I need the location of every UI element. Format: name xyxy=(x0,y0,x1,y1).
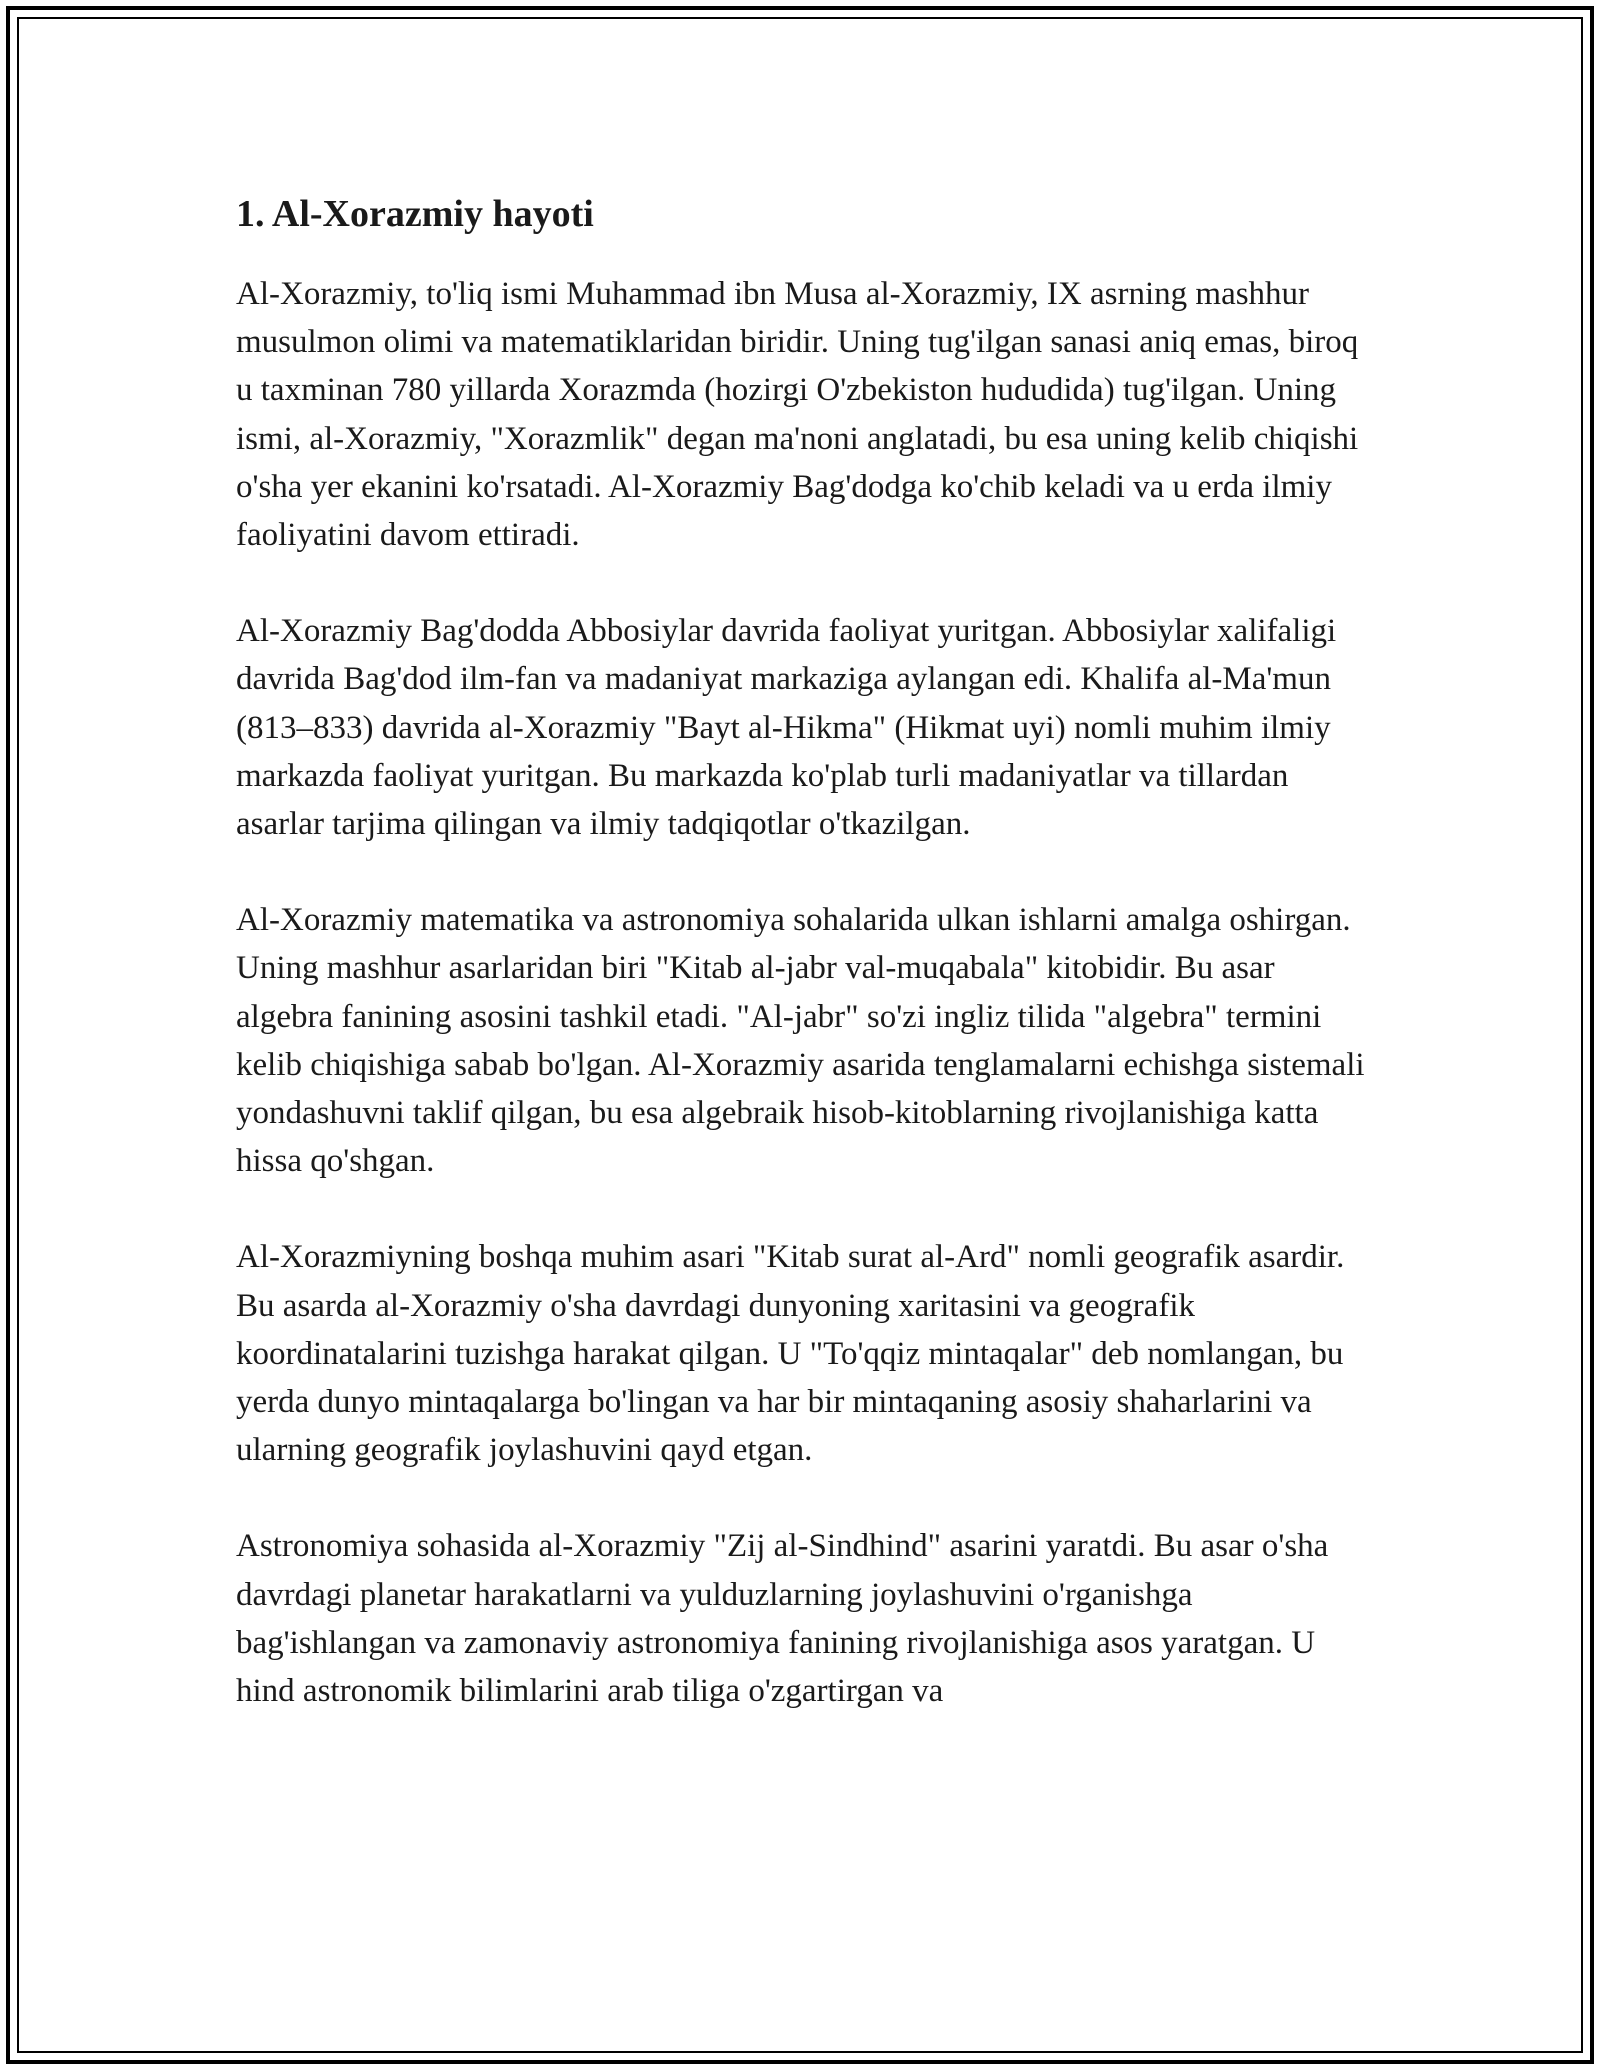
paragraph-astronomy: Astronomiya sohasida al-Xorazmiy "Zij al-Sindhind" asarini yaratdi. Bu asar o'sha davrdagi planetar harakatlarni va yulduzlarning joylashuvini o'rganishga bag'ishlangan va zamonaviy astronomiya fanining rivojlanishiga asos yaratgan. U hind astronomik bilimlarini arab tiliga o'zgartirgan va xyxy=(236,1528,1329,1710)
document-body xyxy=(236,186,1376,1715)
paragraph-baghdad-activity: Al-Xorazmiy Bag'dodda Abbosiylar davrida faoliyat yuritgan. Abbosiylar xalifaligi davrida Bag'dod ilm-fan va madaniyat markaziga aylangan edi. Khalifa al-Ma'mun (813–833) davrida al-Xorazmiy "Bayt al-Hikma" (Hikmat uyi) nomli muhim ilmiy markazda faoliyat yuritgan. Bu markazda ko'plab turli madaniyatlar va tillardan asarlar tarjima qilingan va ilmiy tadqiqotlar o'tkazilgan. xyxy=(236,613,1337,843)
paragraph-life-origin: Al-Xorazmiy, to'liq ismi Muhammad ibn Musa al-Xorazmiy, IX asrning mashhur musulmon olimi va matematiklaridan biridir. Uning tug'ilgan sanasi aniq emas, biroq u taxminan 780 yillarda Xorazmda (hozirgi O'zbekiston hududida) tug'ilgan. Uning ismi, al-Xorazmiy, "Xorazmlik" degan ma'noni anglatadi, bu esa uning kelib chiqishi o'sha yer ekanini ko'rsatadi. Al-Xorazmiy Bag'dodga ko'chib keladi va u erda ilmiy faoliyatini davom ettiradi. xyxy=(236,276,1359,554)
paragraph-geography: Al-Xorazmiyning boshqa muhim asari "Kitab surat al-Ard" nomli geografik asardir. Bu asarda al-Xorazmiy o'sha davrdagi dunyoning xaritasini va geografik koordinatalarini tuzishga harakat qilgan. U "To'qqiz mintaqalar" deb nomlangan, bu yerda dunyo mintaqalarga bo'lingan va har bir mintaqaning asosiy shaharlarini va ularning geografik joylashuvini qayd etgan. xyxy=(236,1239,1345,1469)
section-heading: 1. Al-Xorazmiy hayoti xyxy=(236,193,594,235)
paragraph-mathematics-algebra: Al-Xorazmiy matematika va astronomiya sohalarida ulkan ishlarni amalga oshirgan. Uning mashhur asarlaridan biri "Kitab al-jabr val-muqabala" kitobidir. Bu asar algebra fanining asosini tashkil etadi. "Al-jabr" so'zi ingliz tilida "algebra" termini kelib chiqishiga sabab bo'lgan. Al-Xorazmiy asarida tenglamalarni echishga sistemali yondashuvni taklif qilgan, bu esa algebraik hisob-kitoblarning rivojlanishiga katta hissa qo'shgan. xyxy=(236,902,1365,1180)
